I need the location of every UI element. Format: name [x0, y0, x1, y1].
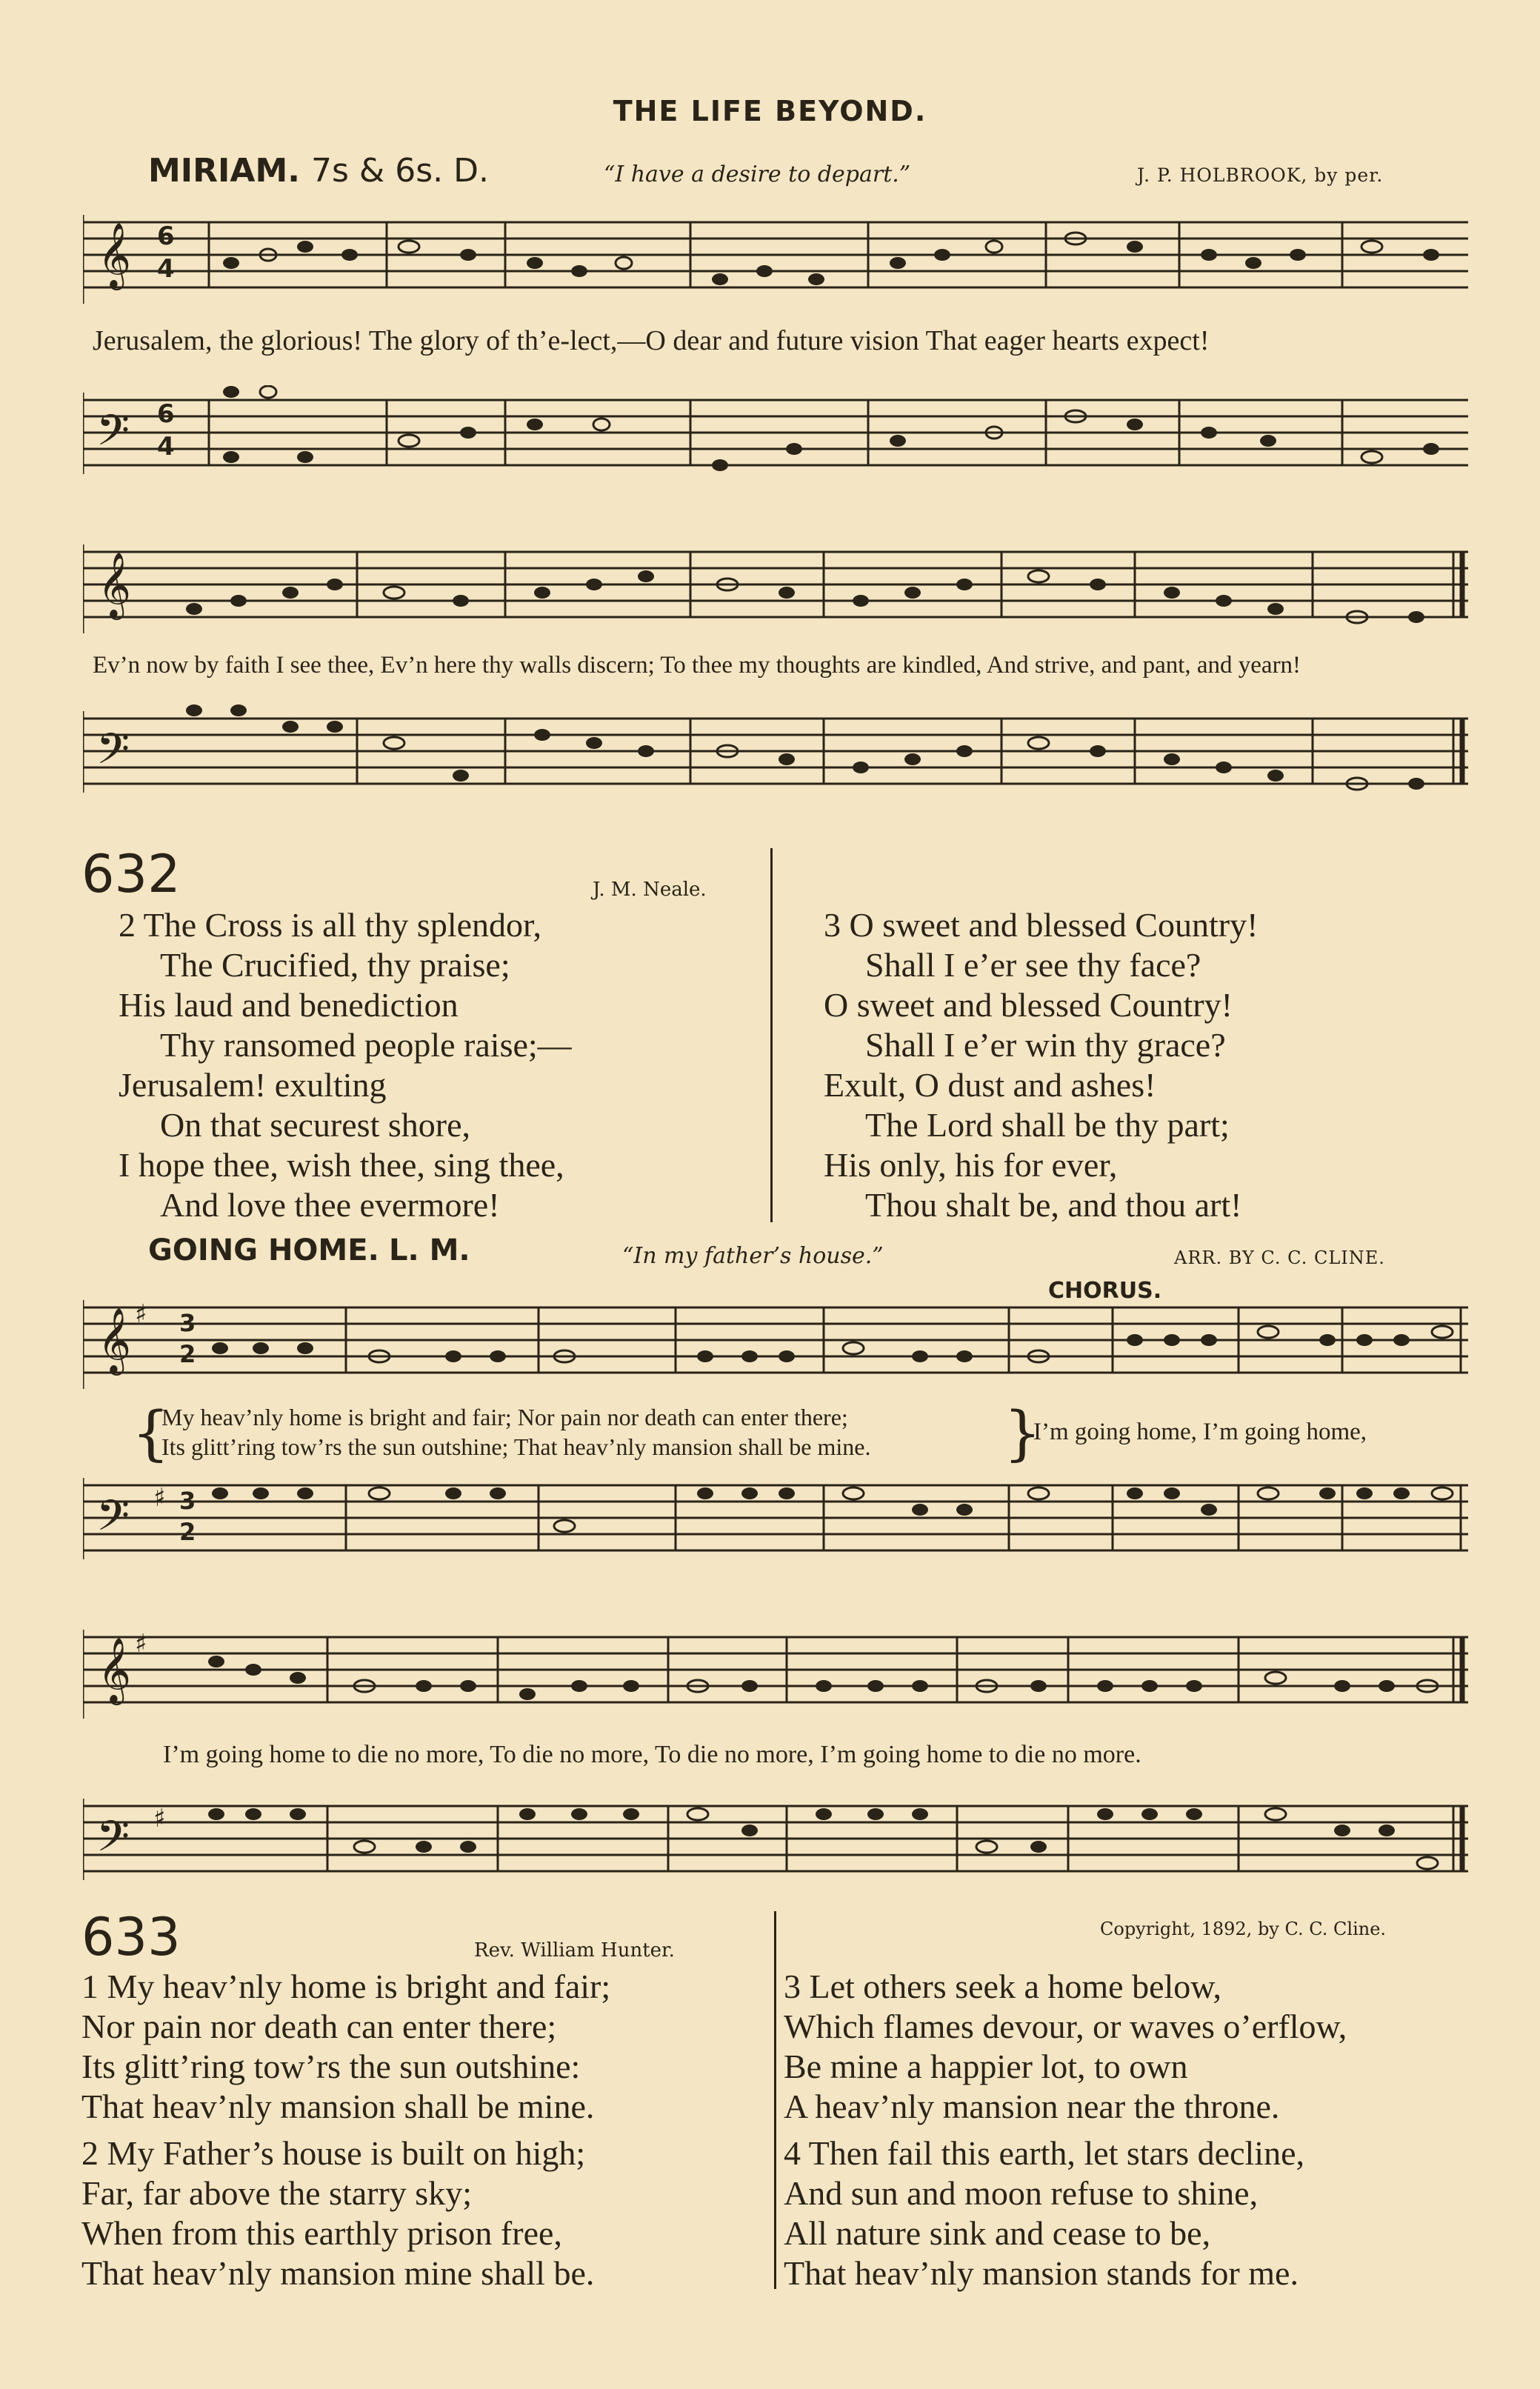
lyric-line-3a: My heav’nly home is bright and fair; Nor pain nor death can enter there;: [161, 1404, 848, 1430]
verse-brace-left: {: [132, 1399, 170, 1467]
verse-line: Jerusalem! exulting: [119, 1066, 387, 1104]
verse-line: On that securest shore,: [160, 1106, 470, 1144]
verse-line: The Lord shall be thy part;: [865, 1106, 1230, 1144]
lyric-line-2: Ev’n now by faith I see thee, Ev’n here thy walls discern; To thee my thoughts are kindled, And strive, and pant, and yearn!: [93, 652, 1301, 679]
verse-line: O sweet and blessed Country!: [824, 986, 1233, 1024]
hymn-632-verse-3: [824, 905, 1258, 1225]
verse-line: That heav’nly mansion mine shall be.: [81, 2254, 595, 2292]
verse-line: Shall I e’er win thy grace?: [865, 1026, 1226, 1064]
column-divider-632: [770, 848, 773, 1222]
verse-line: All nature sink and cease to be,: [784, 2214, 1211, 2252]
verse-line: Thy ransomed people raise;—: [160, 1026, 572, 1064]
verse-line: Which flames devour, or waves o’erflow,: [784, 2008, 1347, 2045]
hymn-632-verse-2: [119, 905, 572, 1225]
verse-line: Thou shalt be, and thou art!: [865, 1186, 1242, 1224]
verse-line: Shall I e’er see thy face?: [865, 946, 1201, 984]
tune-name: MIRIAM.: [148, 152, 300, 190]
lyric-chorus: I’m going home, I’m going home,: [1033, 1419, 1367, 1445]
verse-line: That heav’nly mansion stands for me.: [784, 2254, 1299, 2292]
svg-text:𝄢: 𝄢: [96, 1811, 130, 1872]
column-divider-633: [774, 1911, 776, 2289]
music-system-1-bass: [83, 385, 1468, 504]
verse-line: When from this earthly prison free,: [81, 2214, 562, 2252]
svg-text:6: 6: [157, 399, 175, 429]
verse-line: His only, his for ever,: [824, 1146, 1118, 1184]
svg-text:3: 3: [179, 1309, 196, 1337]
tune-meter: 7s & 6s. D.: [311, 152, 489, 190]
verse-line: That heav’nly mansion shall be mine.: [81, 2088, 595, 2125]
svg-text:𝄞: 𝄞: [98, 551, 131, 617]
svg-text:♯: ♯: [135, 1300, 147, 1329]
music-system-1-treble: [83, 215, 1468, 304]
svg-text:𝄞: 𝄞: [98, 221, 131, 287]
svg-text:𝄢: 𝄢: [96, 405, 130, 466]
music-system-2-bass: [83, 704, 1468, 822]
svg-text:4: 4: [157, 432, 175, 462]
svg-text:3: 3: [179, 1487, 196, 1515]
music-system-2-treble: [83, 544, 1468, 633]
copyright-notice: Copyright, 1892, by C. C. Cline.: [1100, 1919, 1387, 1939]
running-head: THE LIFE BEYOND.: [613, 95, 927, 127]
verse-line: 3 O sweet and blessed Country!: [824, 906, 1259, 944]
verse-line: And sun and moon refuse to shine,: [784, 2174, 1259, 2212]
svg-text:𝄢: 𝄢: [96, 724, 130, 784]
hymn-632-author: J. M. Neale.: [593, 879, 707, 901]
svg-text:𝄢: 𝄢: [96, 1490, 130, 1551]
svg-text:♯: ♯: [153, 1483, 166, 1513]
verse-line: His laud and benediction: [119, 986, 459, 1024]
verse-line: 3 Let others seek a home below,: [784, 1967, 1221, 2005]
chorus-label: CHORUS.: [1048, 1278, 1162, 1304]
hymn-number-633: 633: [81, 1907, 181, 1967]
verse-brace-right: }: [1004, 1399, 1041, 1467]
verse-line: Exult, O dust and ashes!: [824, 1066, 1156, 1104]
svg-text:4: 4: [157, 254, 175, 284]
verse-line: Its glitt’ring tow’rs the sun outshine:: [81, 2048, 581, 2085]
tune-meter-2: L. M.: [389, 1233, 470, 1267]
verse-line: I hope thee, wish thee, sing thee,: [119, 1146, 564, 1184]
lyric-line-4: I’m going home to die no more, To die no more, To die no more, I’m going home to die no more.: [163, 1741, 1141, 1768]
verse-line: Nor pain nor death can enter there;: [81, 2008, 557, 2045]
music-system-3-bass: [83, 1470, 1468, 1589]
verse-line: 2 My Father’s house is built on high;: [81, 2134, 586, 2172]
verse-line: 4 Then fail this earth, let stars decline,: [784, 2134, 1304, 2172]
hymn-633-verse-3: [784, 1967, 1347, 2127]
verse-line: 1 My heav’nly home is bright and fair;: [81, 1967, 611, 2005]
verse-line: The Crucified, thy praise;: [160, 946, 510, 984]
svg-text:♯: ♯: [135, 1630, 147, 1659]
svg-text:2: 2: [179, 1340, 196, 1368]
hymn-number-632: 632: [81, 844, 181, 904]
svg-text:♯: ♯: [153, 1804, 166, 1833]
music-system-4-bass: [83, 1791, 1468, 1910]
svg-text:𝄞: 𝄞: [98, 1307, 131, 1373]
tune-motto-2: “In my father’s house.”: [622, 1243, 884, 1269]
svg-text:6: 6: [157, 221, 175, 251]
music-system-4-treble: [83, 1630, 1468, 1719]
verse-line: Be mine a happier lot, to own: [784, 2048, 1188, 2085]
verse-line: 2 The Cross is all thy splendor,: [119, 906, 542, 944]
hymn-633-verse-2: [81, 2133, 594, 2293]
tune-motto: “I have a desire to depart.”: [604, 161, 911, 187]
lyric-line-3b: Its glitt’ring tow’rs the sun outshine; That heav’nly mansion shall be mine.: [161, 1433, 871, 1460]
lyric-line-1: Jerusalem, the glorious! The glory of th’e-lect,—O dear and future vision That eager hearts expect!: [93, 325, 1210, 356]
composer-2: ARR. BY C. C. CLINE.: [1174, 1247, 1385, 1268]
svg-text:𝄞: 𝄞: [98, 1636, 131, 1702]
hymn-633-verse-1: [81, 1967, 610, 2127]
hymn-633-author: Rev. William Hunter.: [474, 1939, 675, 1962]
verse-line: A heav’nly mansion near the throne.: [784, 2088, 1280, 2125]
svg-text:2: 2: [179, 1518, 196, 1546]
verse-line: Far, far above the starry sky;: [81, 2174, 472, 2212]
verse-line: And love thee evermore!: [160, 1186, 500, 1224]
tune-name-2: GOING HOME.: [148, 1233, 379, 1267]
hymn-633-verse-4: [784, 2133, 1304, 2293]
music-system-3-treble: [83, 1300, 1468, 1389]
composer: J. P. HOLBROOK, by per.: [1137, 164, 1384, 186]
